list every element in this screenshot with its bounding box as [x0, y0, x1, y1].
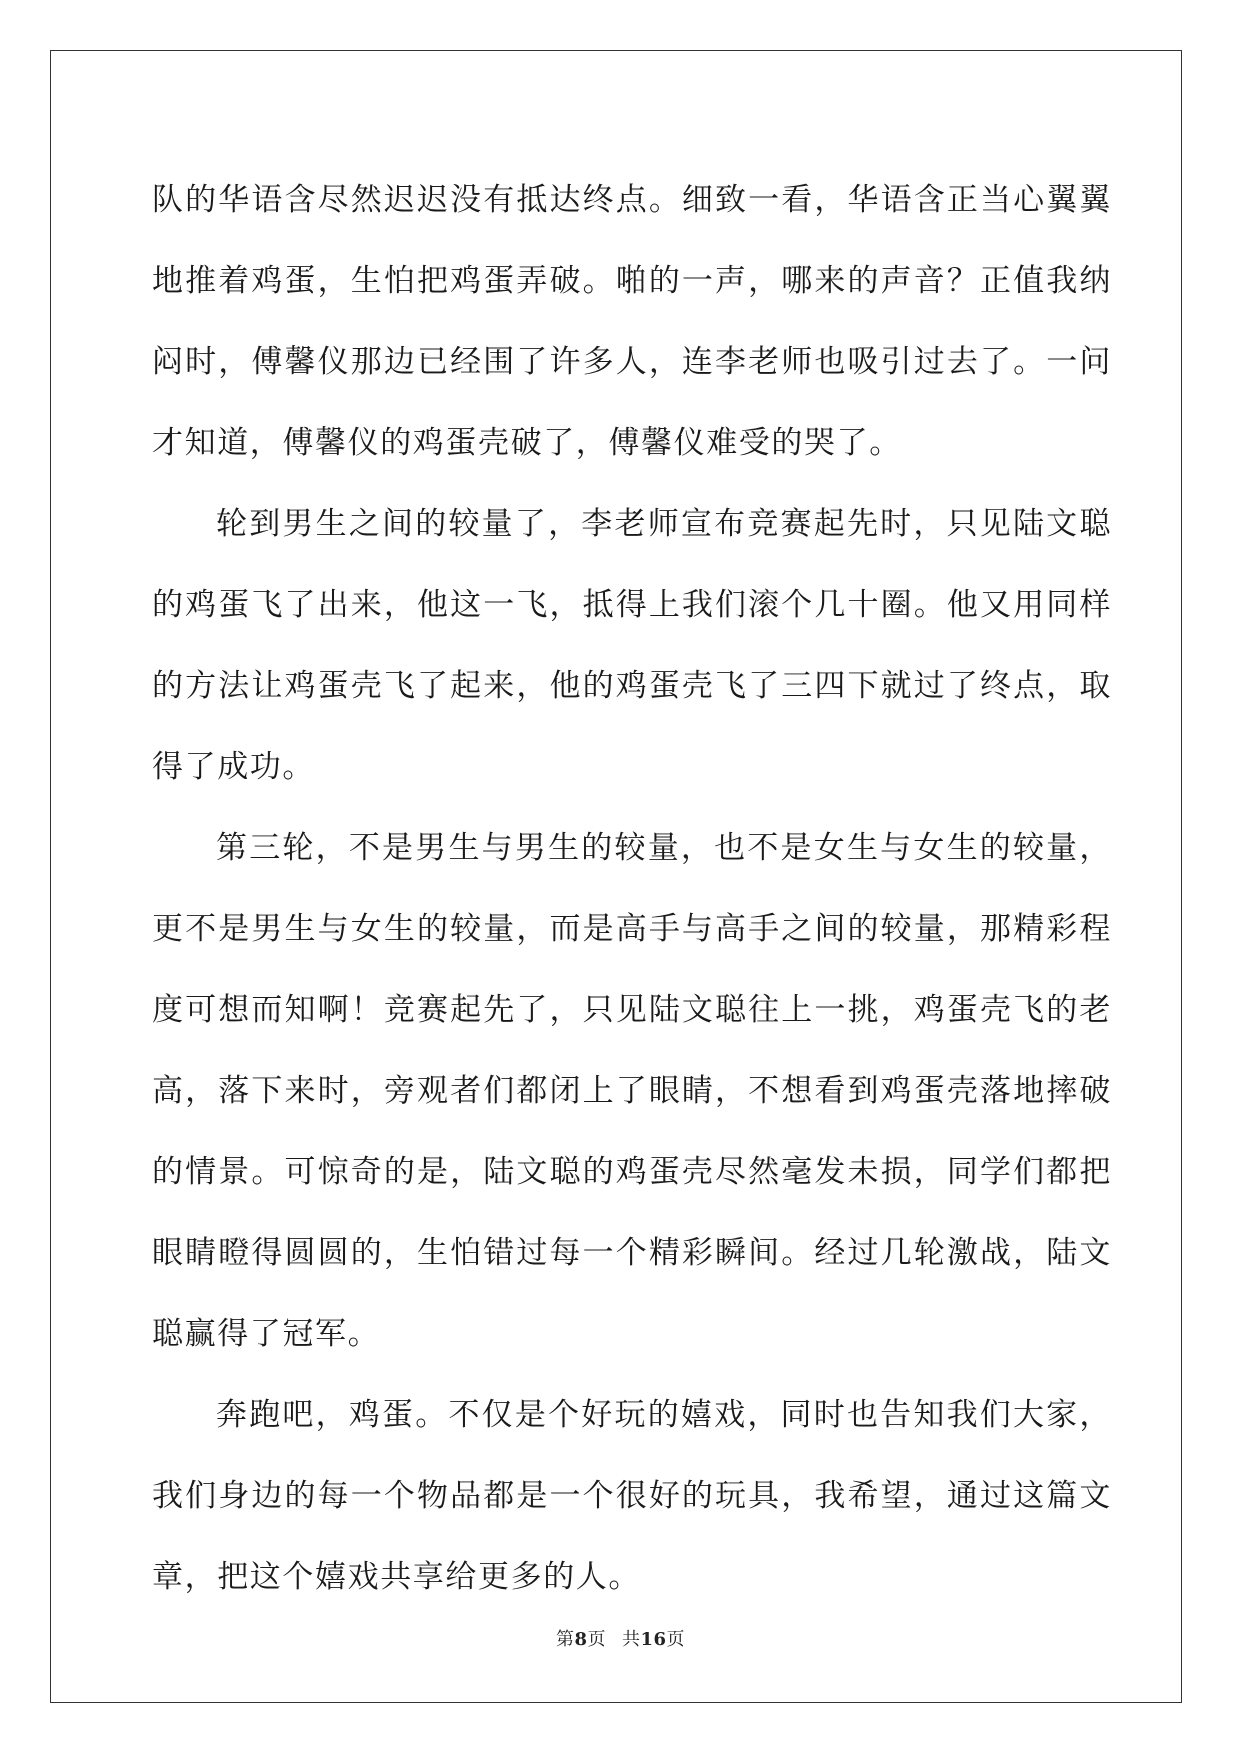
page-suffix: 页 [587, 1629, 606, 1650]
paragraph-continued: 队的华语含尽然迟迟没有抵达终点。细致一看，华语含正当心翼翼地推着鸡蛋，生怕把鸡蛋弄破。啪的一声，哪来的声音？正值我纳闷时，傅馨仪那边已经围了许多人，连李老师也吸引过去了。一问才知道，傅馨仪的鸡蛋壳破了，傅馨仪难受的哭了。 [152, 182, 1112, 461]
page-footer [0, 1625, 1241, 1651]
paragraph-third-round: 第三轮，不是男生与男生的较量，也不是女生与女生的较量，更不是男生与女生的较量，而是高手与高手之间的较量，那精彩程度可想而知啊！竞赛起先了，只见陆文聪往上一挑，鸡蛋壳飞的老高，落下来时，旁观者们都闭上了眼睛，不想看到鸡蛋壳落地摔破的情景。可惊奇的是，陆文聪的鸡蛋壳尽然毫发未损，同学们都把眼睛瞪得圆圆的，生怕错过每一个精彩瞬间。经过几轮激战，陆文聪赢得了冠军。 [152, 830, 1112, 1352]
page-prefix: 第 [555, 1629, 575, 1650]
total-prefix: 共 [621, 1629, 641, 1650]
paragraph-conclusion: 奔跑吧，鸡蛋。不仅是个好玩的嬉戏，同时也告知我们大家，我们身边的每一个物品都是一个很好的玩具，我希望，通过这篇文章，把这个嬉戏共享给更多的人。 [152, 1397, 1112, 1595]
total-suffix: 页 [666, 1629, 686, 1650]
total-pages: 16 [640, 1629, 667, 1650]
paragraph-boys-round: 轮到男生之间的较量了，李老师宣布竞赛起先时，只见陆文聪的鸡蛋飞了出来，他这一飞，抵得上我们滚个几十圈。他又用同样的方法让鸡蛋壳飞了起来，他的鸡蛋壳飞了三四下就过了终点，取得了成功。 [152, 506, 1112, 785]
document-body [152, 160, 1112, 1618]
page-number: 8 [574, 1629, 588, 1650]
